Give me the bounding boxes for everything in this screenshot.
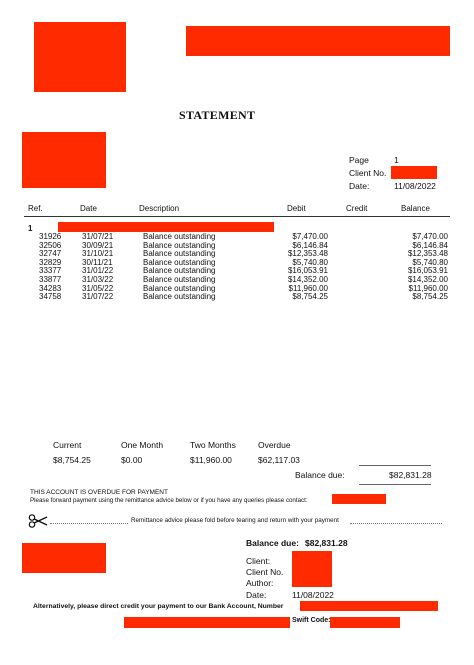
table-row-ref: 34758	[39, 292, 62, 302]
remit-author-label: Author:	[246, 578, 274, 588]
redacted-address	[22, 132, 106, 188]
table-row-ref: 32829	[39, 257, 62, 267]
statement-title: STATEMENT	[179, 108, 256, 122]
remit-balance-due-label: Balance due:	[246, 538, 299, 548]
table-row-ref: 31926	[39, 232, 62, 241]
redacted-bank-name	[124, 617, 290, 628]
tear-line-left	[50, 523, 128, 524]
table-row-date: 31/05/22	[82, 283, 114, 293]
aging-overdue-label: Overdue	[258, 440, 291, 450]
table-row-ref: 34283	[39, 283, 62, 293]
overdue-notice: THIS ACCOUNT IS OVERDUE FOR PAYMENT	[30, 489, 168, 496]
table-row-description: Balance outstanding	[143, 283, 216, 293]
table-row-date: 31/03/22	[82, 274, 114, 284]
table-row-ref: 33877	[39, 274, 62, 284]
table-row-balance: $11,960.00	[408, 283, 448, 293]
col-header-debit: Debit	[287, 204, 306, 213]
table-row-balance: $14,352.00	[407, 274, 448, 284]
redacted-swift-code	[330, 617, 400, 628]
group-number: 1	[28, 224, 33, 233]
table-row-ref: 33377	[39, 266, 62, 276]
balance-column	[360, 233, 448, 302]
table-row-balance: $12,353.48	[407, 249, 448, 259]
direct-credit-text: Alternatively, please direct credit your payment to our Bank Account, Number	[33, 603, 284, 610]
table-row-debit: $7,470.00	[292, 232, 328, 241]
redacted-bank-account	[300, 601, 438, 611]
redacted-remit-client-details	[292, 551, 332, 587]
table-row-description: Balance outstanding	[143, 249, 216, 259]
redacted-client-name	[58, 222, 274, 232]
aging-current-value: $8,754.25	[53, 455, 91, 465]
balance-due-label: Balance due:	[295, 470, 345, 480]
col-header-ref: Ref.	[28, 204, 43, 213]
table-row-ref: 32506	[39, 240, 62, 250]
aging-two-months-label: Two Months	[190, 440, 236, 450]
tear-line-right	[350, 523, 442, 524]
col-header-description: Description	[139, 204, 180, 213]
page-label: Page	[349, 155, 369, 165]
table-row-date: 31/07/21	[82, 232, 114, 241]
aging-two-months-value: $11,960.00	[190, 455, 232, 465]
ref-column	[39, 233, 61, 302]
col-header-balance: Balance	[401, 204, 430, 213]
table-row-date: 31/01/22	[82, 266, 114, 276]
table-row-ref: 32747	[39, 249, 62, 259]
aging-one-month-label: One Month	[121, 440, 164, 450]
page-number: 1	[394, 155, 399, 165]
remit-date-label: Date:	[246, 590, 267, 600]
table-row-debit: $11,960.00	[288, 283, 328, 293]
table-row-description: Balance outstanding	[143, 292, 216, 302]
statement-date: 11/08/2022	[394, 181, 436, 191]
redacted-client-no	[391, 166, 437, 179]
remit-balance-due-value: $82,831.28	[305, 538, 348, 548]
description-column	[143, 233, 216, 302]
table-row-balance: $6,146.84	[412, 240, 448, 250]
balance-due-rule-top	[359, 465, 431, 466]
redacted-contact	[332, 494, 386, 504]
balance-due-value: $82,831.28	[389, 470, 432, 480]
date-label: Date:	[349, 181, 370, 191]
debit-column	[240, 233, 328, 302]
table-row-balance: $16,053.91	[407, 266, 448, 276]
table-row-debit: $5,740.80	[292, 257, 328, 267]
remittance-tear-text: Remittance advice please fold before tearing and return with your payment	[131, 517, 339, 524]
aging-current-label: Current	[53, 440, 82, 450]
table-row-debit: $6,146.84	[292, 240, 328, 250]
col-header-date: Date	[80, 204, 97, 213]
remit-client-no-label: Client No.	[246, 567, 284, 577]
table-row-description: Balance outstanding	[143, 257, 216, 267]
aging-one-month-value: $0.00	[121, 455, 143, 465]
remit-date-value: 11/08/2022	[292, 590, 334, 600]
table-row-balance: $8,754.25	[412, 292, 448, 302]
table-row-debit: $16,053.91	[287, 266, 328, 276]
table-row-description: Balance outstanding	[143, 266, 216, 276]
aging-overdue-value: $62,117.03	[258, 455, 300, 465]
table-header-rule	[24, 216, 450, 217]
redacted-logo	[34, 22, 126, 92]
table-row-date: 30/11/21	[82, 257, 113, 267]
table-row-balance: $7,470.00	[412, 232, 448, 241]
date-column	[82, 233, 113, 302]
scissors-icon	[28, 514, 48, 528]
table-row-debit: $14,352.00	[287, 274, 328, 284]
remit-client-label: Client:	[246, 556, 271, 566]
forward-payment-text: Please forward payment using the remittance advice below or if you have any queries please contact:	[30, 497, 308, 504]
swift-code-label: Swift Code:	[292, 617, 331, 624]
table-row-date: 31/10/21	[82, 249, 114, 259]
table-row-date: 30/09/21	[82, 240, 114, 250]
table-row-debit: $12,353.48	[287, 249, 328, 259]
redacted-remit-logo	[22, 543, 106, 573]
redacted-company-name	[186, 26, 450, 56]
table-row-balance: $5,740.80	[412, 257, 448, 267]
balance-due-rule-bottom	[359, 484, 431, 485]
table-row-description: Balance outstanding	[143, 240, 216, 250]
table-row-date: 31/07/22	[82, 292, 114, 302]
table-row-description: Balance outstanding	[143, 274, 216, 284]
table-row-debit: $8,754.25	[292, 292, 328, 302]
table-row-description: Balance outstanding	[143, 232, 216, 241]
client-no-label: Client No.	[349, 168, 387, 178]
col-header-credit: Credit	[346, 204, 368, 213]
